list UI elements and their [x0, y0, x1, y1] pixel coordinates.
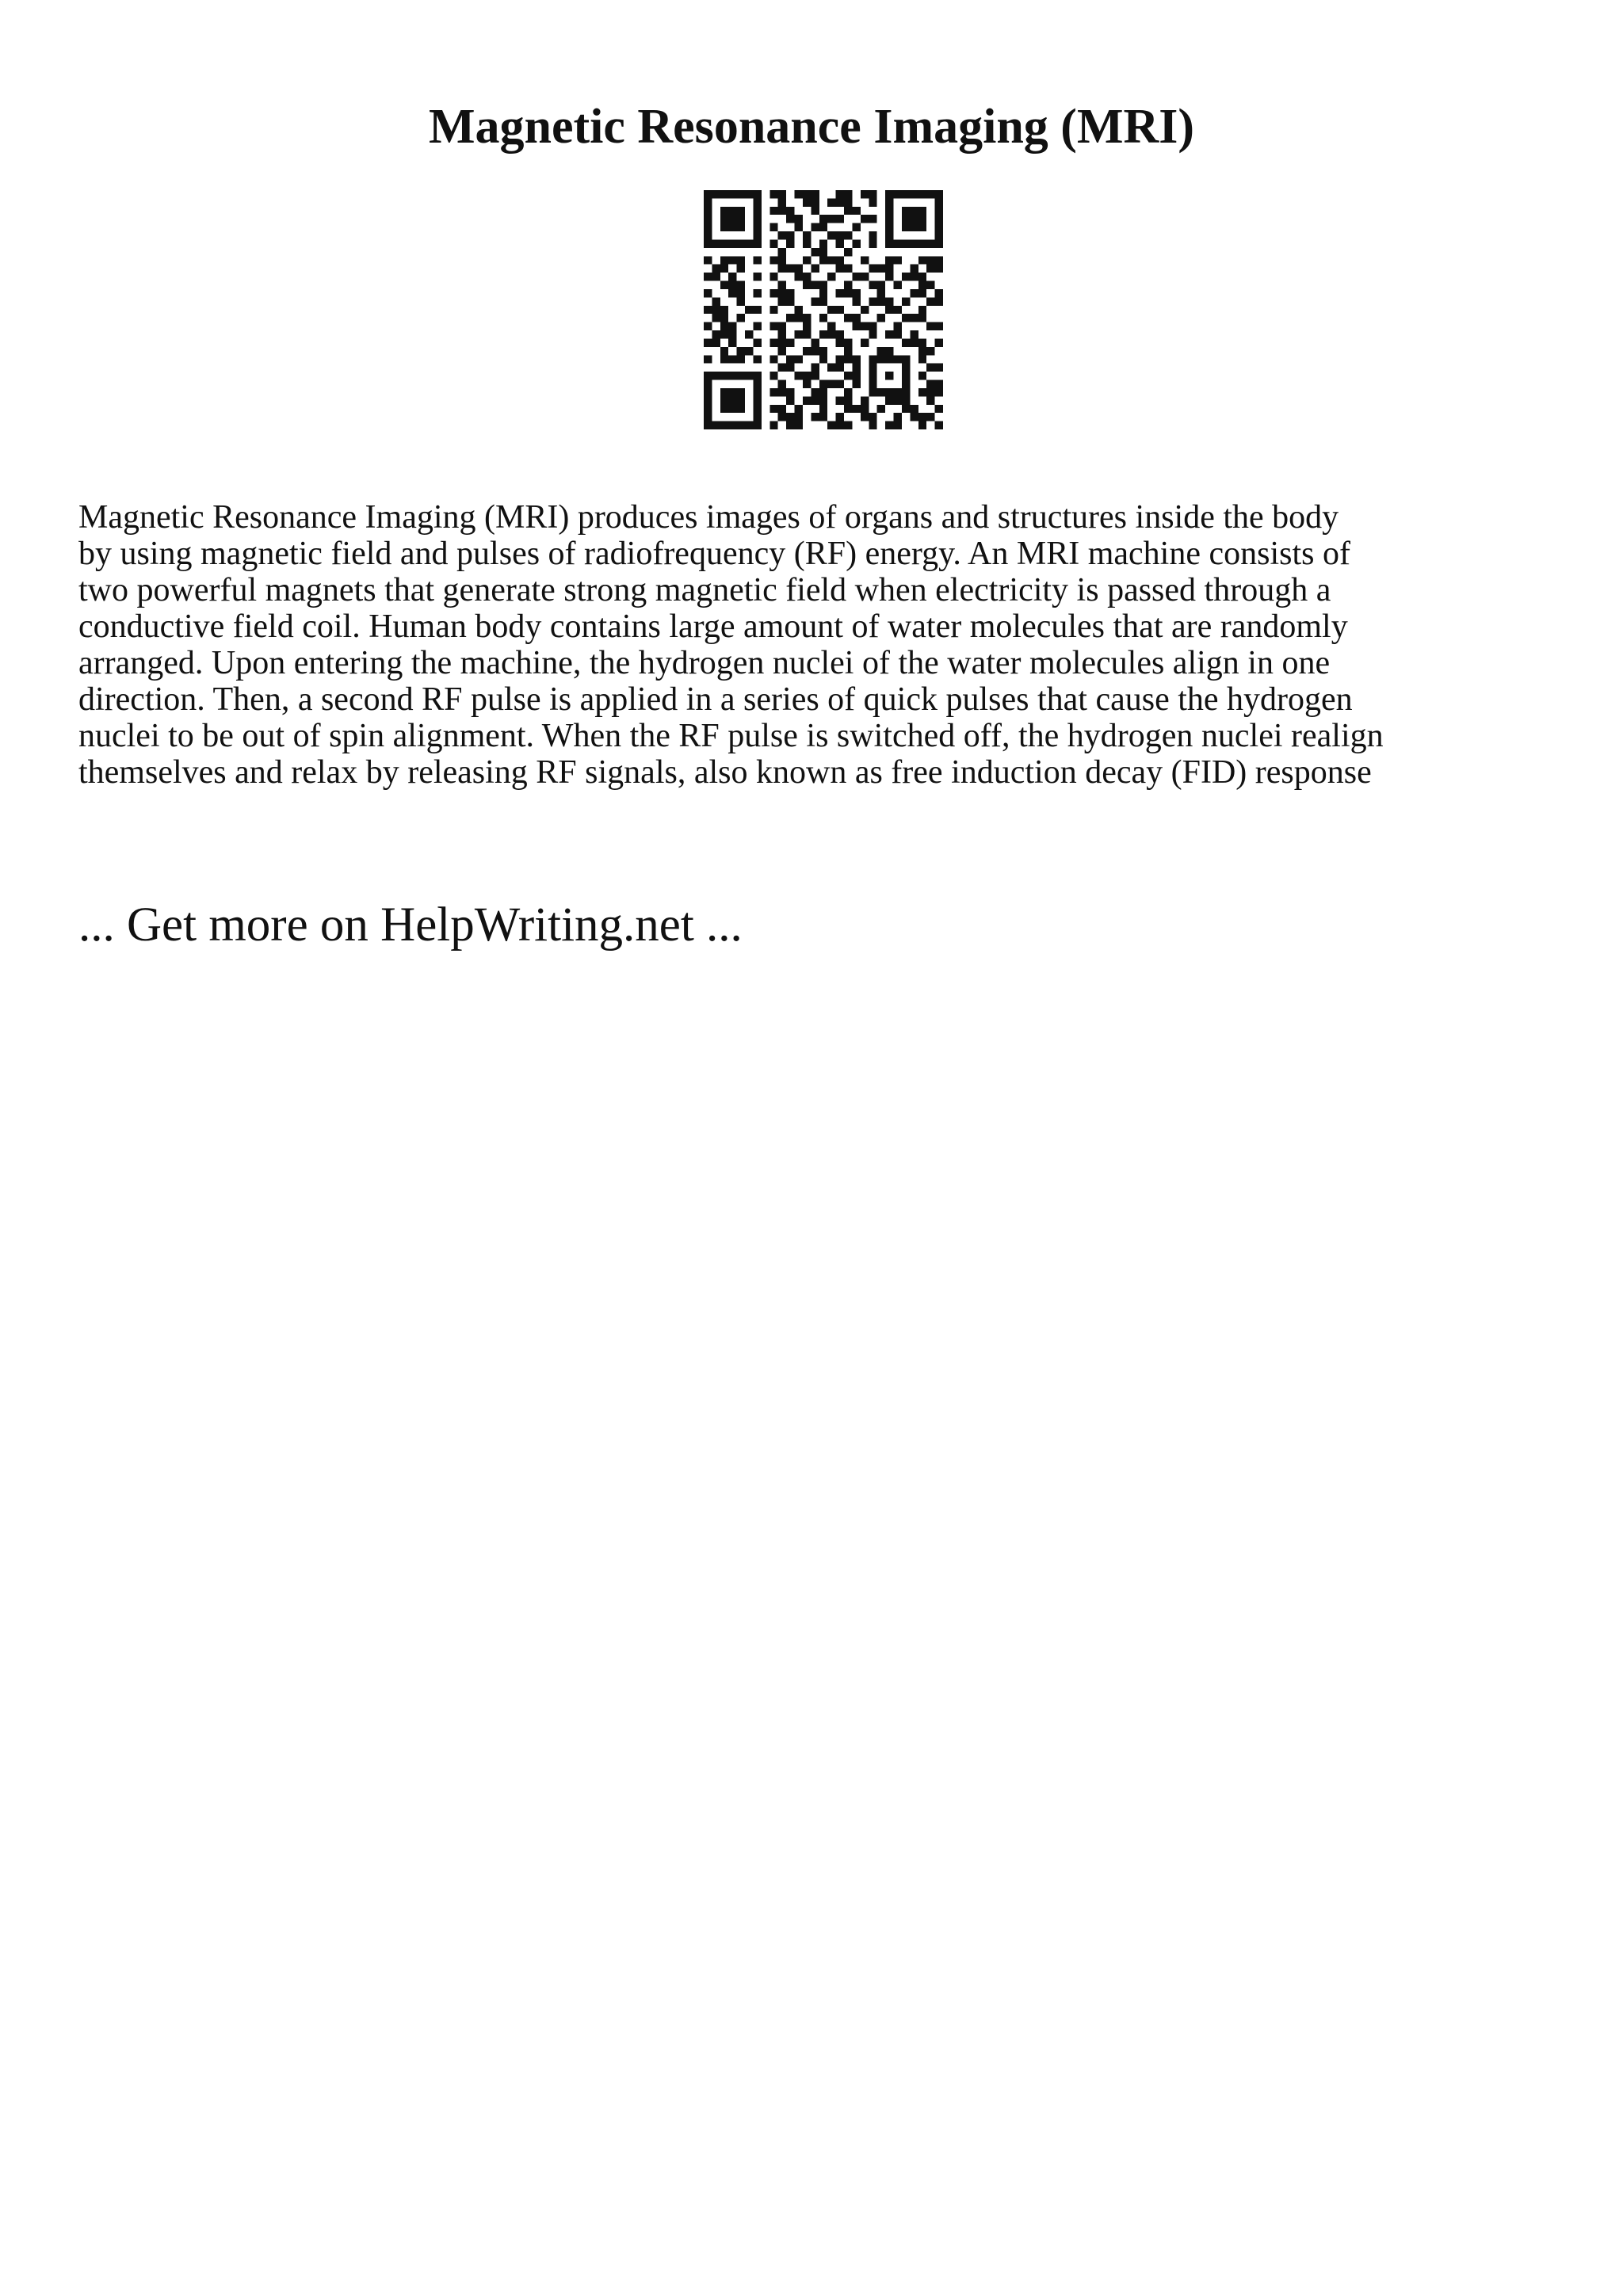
paragraph-line: Magnetic Resonance Imaging (MRI) produces images of organs and structures inside the body	[78, 499, 1339, 536]
paragraph-line: two powerful magnets that generate strong magnetic field when electricity is passed through a	[78, 572, 1331, 608]
document-title: Magnetic Resonance Imaging (MRI)	[428, 100, 1195, 154]
paragraph-line: direction. Then, a second RF pulse is applied in a series of quick pulses that cause the hydrogen	[78, 681, 1353, 718]
paragraph-line: arranged. Upon entering the machine, the hydrogen nuclei of the water molecules align in one	[78, 645, 1331, 681]
paragraph-line: by using magnetic field and pulses of radiofrequency (RF) energy. An MRI machine consists of	[78, 536, 1350, 572]
paragraph-line: nuclei to be out of spin alignment. When the RF pulse is switched off, the hydrogen nuclei realign	[78, 718, 1384, 754]
paragraph-line: themselves and relax by releasing RF signals, also known as free induction decay (FID) response	[78, 754, 1372, 791]
qr-code-icon[interactable]	[704, 190, 943, 429]
qr-code-graphic	[704, 190, 943, 429]
body-paragraph	[78, 499, 1384, 791]
paragraph-line: conductive field coil. Human body contains large amount of water molecules that are randomly	[78, 608, 1348, 645]
get-more-link[interactable]: ... Get more on HelpWriting.net ...	[78, 898, 743, 952]
